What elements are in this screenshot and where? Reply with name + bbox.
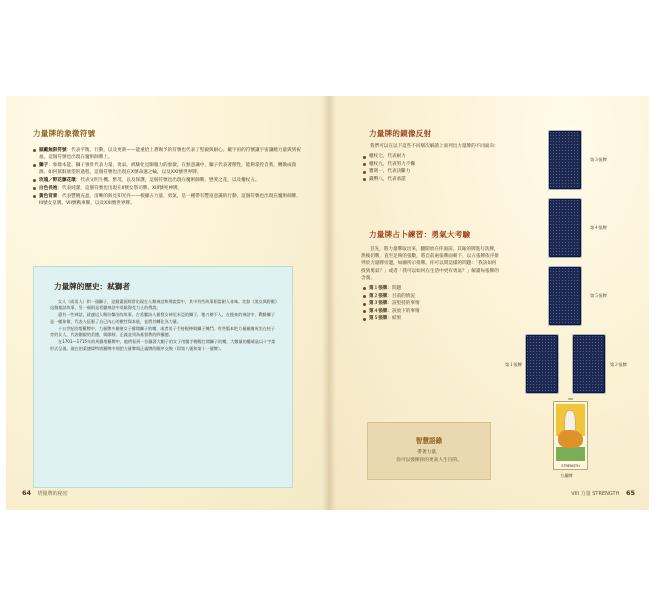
list-item: 玫瑰／野花藤花環：代表文明生機、繁茂，以及保護，這個符號也出現在魔術師牌、戀愛之花，以及權杖五。 [33,177,303,184]
strength-tarot-card [553,397,588,470]
history-sidebar-box [33,266,293,488]
bullet-icon [33,179,36,182]
tarot-card-back [548,130,582,190]
reflection-list [361,153,501,183]
list-item: 錢幣八，代表承諾 [361,176,501,184]
bullet-icon [363,171,366,174]
strength-card-label: 力量牌 [560,473,573,478]
spread-position-list [361,285,501,323]
reflection-section-title: 力量牌的鏡像反射 [369,129,432,138]
list-item: 獅子：象徵本能、獅子強壯代表力量、勇氣。被馴化見馴服力的象徵。在無意識中，獅子代表著獸性，能夠掌控自我，轉換成資源。如何駕馭欲望的過程，這個符號也出現在X號命運之輪，以及XXI號世界牌。 [33,162,303,176]
history-paragraph: 十五世紀的塔羅牌中，力量牌多描繪女子撐開獅子的嘴，或者男子手持棍棒與獅子搏鬥。有些版本把力量描繪成坐在柱子旁的女人，代表剛毅的美德，與節制、正義並列為基督教的四樞德。 [50,325,275,338]
spread-intro: 首先，將力量牌取出來，翻開放在你面前。其餘的牌進行洗牌，然後切牌，直至足夠的張數，將自前兩張牌面朝下，以五張牌依序排列於力量牌旁邊，如圖所示排牌。你可以問這樣的問題：「我該如何找到勇氣？」或者「我可以如何在生活中更有勇氣？」解讀每張牌的含義。 [361,247,499,281]
bullet-icon [363,318,366,321]
left-folio [22,489,68,497]
history-paragraph: 在1701—1715年的馬賽塔羅牌中，她們看到一位戴著大帽子的女子用雙手輕輕打開獅子的嘴，大數量的權威是以十字架形式呈現。現在的萊德偉特塔羅牌中則把力量牌與正義牌的順序交換（即第八號和第十一號牌）。 [50,339,276,351]
list-item: 第５張牌：結果 [361,315,501,323]
card-position-label: 第５張牌 [590,293,607,298]
list-item: 寶劍一，代表決斷力 [361,168,501,176]
reflection-column [361,143,501,184]
reflection-intro: 我們可以在以下這些不同層次解讀上面列出力量牌的不同面向： [370,144,499,149]
left-page [6,96,328,510]
list-item: 第４張牌：該放下的事情 [361,308,501,316]
chapter-title: VIII 力量 STRENGTH [571,491,620,497]
bullet-icon [33,187,36,190]
right-page [328,96,649,510]
right-folio [571,489,635,497]
wisdom-text: 帶著力量， 你可以發揮你的更高人生目的。 [396,450,462,463]
page-number: 64 [22,489,32,497]
bullet-icon [363,178,366,181]
book-spread [6,96,649,510]
tarot-card-back [572,334,606,394]
card-position-label: 第１張牌 [505,362,522,367]
spread-section-title: 力量牌占卜練習：勇氣大考驗 [369,230,471,239]
list-item: 權杖九，代表努力不懈 [361,161,501,169]
list-item: 權杖七，代表耐力 [361,153,501,161]
book-gutter [322,96,336,510]
bullet-icon [363,310,366,313]
bullet-icon [363,295,366,298]
card-roman-numeral: VIII [568,397,573,401]
list-item: 頭戴無限符號：代表平衡、行動，以及更新——能重拾上蒼賜予的符號也代表了堅毅與耐心。戴宇宙的符號讓宇宙讓她力量與到祝福，這個符號也出現在魔術師牌上。 [33,147,303,161]
book-title: 塔羅牌的秘密 [37,491,68,497]
card-position-label: 第２張牌 [610,362,627,367]
spread-column [361,246,501,323]
bullet-icon [363,303,366,306]
bullet-icon [33,149,36,152]
lion-icon [558,430,583,448]
list-item: 白色長袍：代表純潔，這個符號也出現在II號女祭司牌、XIII號死神牌。 [33,185,303,192]
tarot-card-back [548,266,582,326]
card-name: STRENGTH [561,464,580,468]
list-item: 黃色背景：代表豐饒充盈，清晰的與見知光亮——根據五力量、勇氣，是一種帶有豐富意識的行動，這個符號也出現在魔術師牌、III號女皇牌、VII號戰車牌，以及XXI號世界牌。 [33,193,303,207]
bullet-icon [363,287,366,290]
tarot-card-back [548,198,582,258]
bullet-icon [363,156,366,159]
card-position-label: 第３張牌 [590,157,607,162]
page-number: 65 [625,489,635,497]
history-paragraph: 女人（或男人）和一頭獅子，這個畫面經常出現在人類神話和傳說當中，其中有些故事相當耐人尋味。比如《黑女與野獸》這個童話故事，另一個則是希臘神話中英雄海克力士的傳說。 [50,299,278,311]
bullet-icon [33,164,36,167]
list-item: 第３張牌：該堅持的事情 [361,300,501,308]
history-paragraph: 還有一些神話，就連這人類拉傑出的故事，古希臘詩人描寫女神尼米亞的獅子，牠刀槍不入。在後來的神話中，戰勝獅子是一種象徵，代表人征服了自己內心的獸性與本能，並將其轉化為力量。 [50,312,275,324]
card-position-label: 第４張牌 [590,225,607,230]
wisdom-quote-box [367,422,491,480]
symbols-list [33,147,303,208]
tarot-card-back [525,334,559,394]
bullet-icon [363,163,366,166]
wisdom-title: 智慧語錄 [415,437,443,445]
list-item: 第１張牌：問題 [361,285,501,293]
symbols-section-title: 力量牌的象徵符號 [33,129,96,138]
bullet-icon [33,195,36,198]
history-title: 力量牌的歷史：弒獅者 [54,282,130,291]
history-body [50,299,278,353]
list-item: 第２張牌：目前的情況 [361,293,501,301]
